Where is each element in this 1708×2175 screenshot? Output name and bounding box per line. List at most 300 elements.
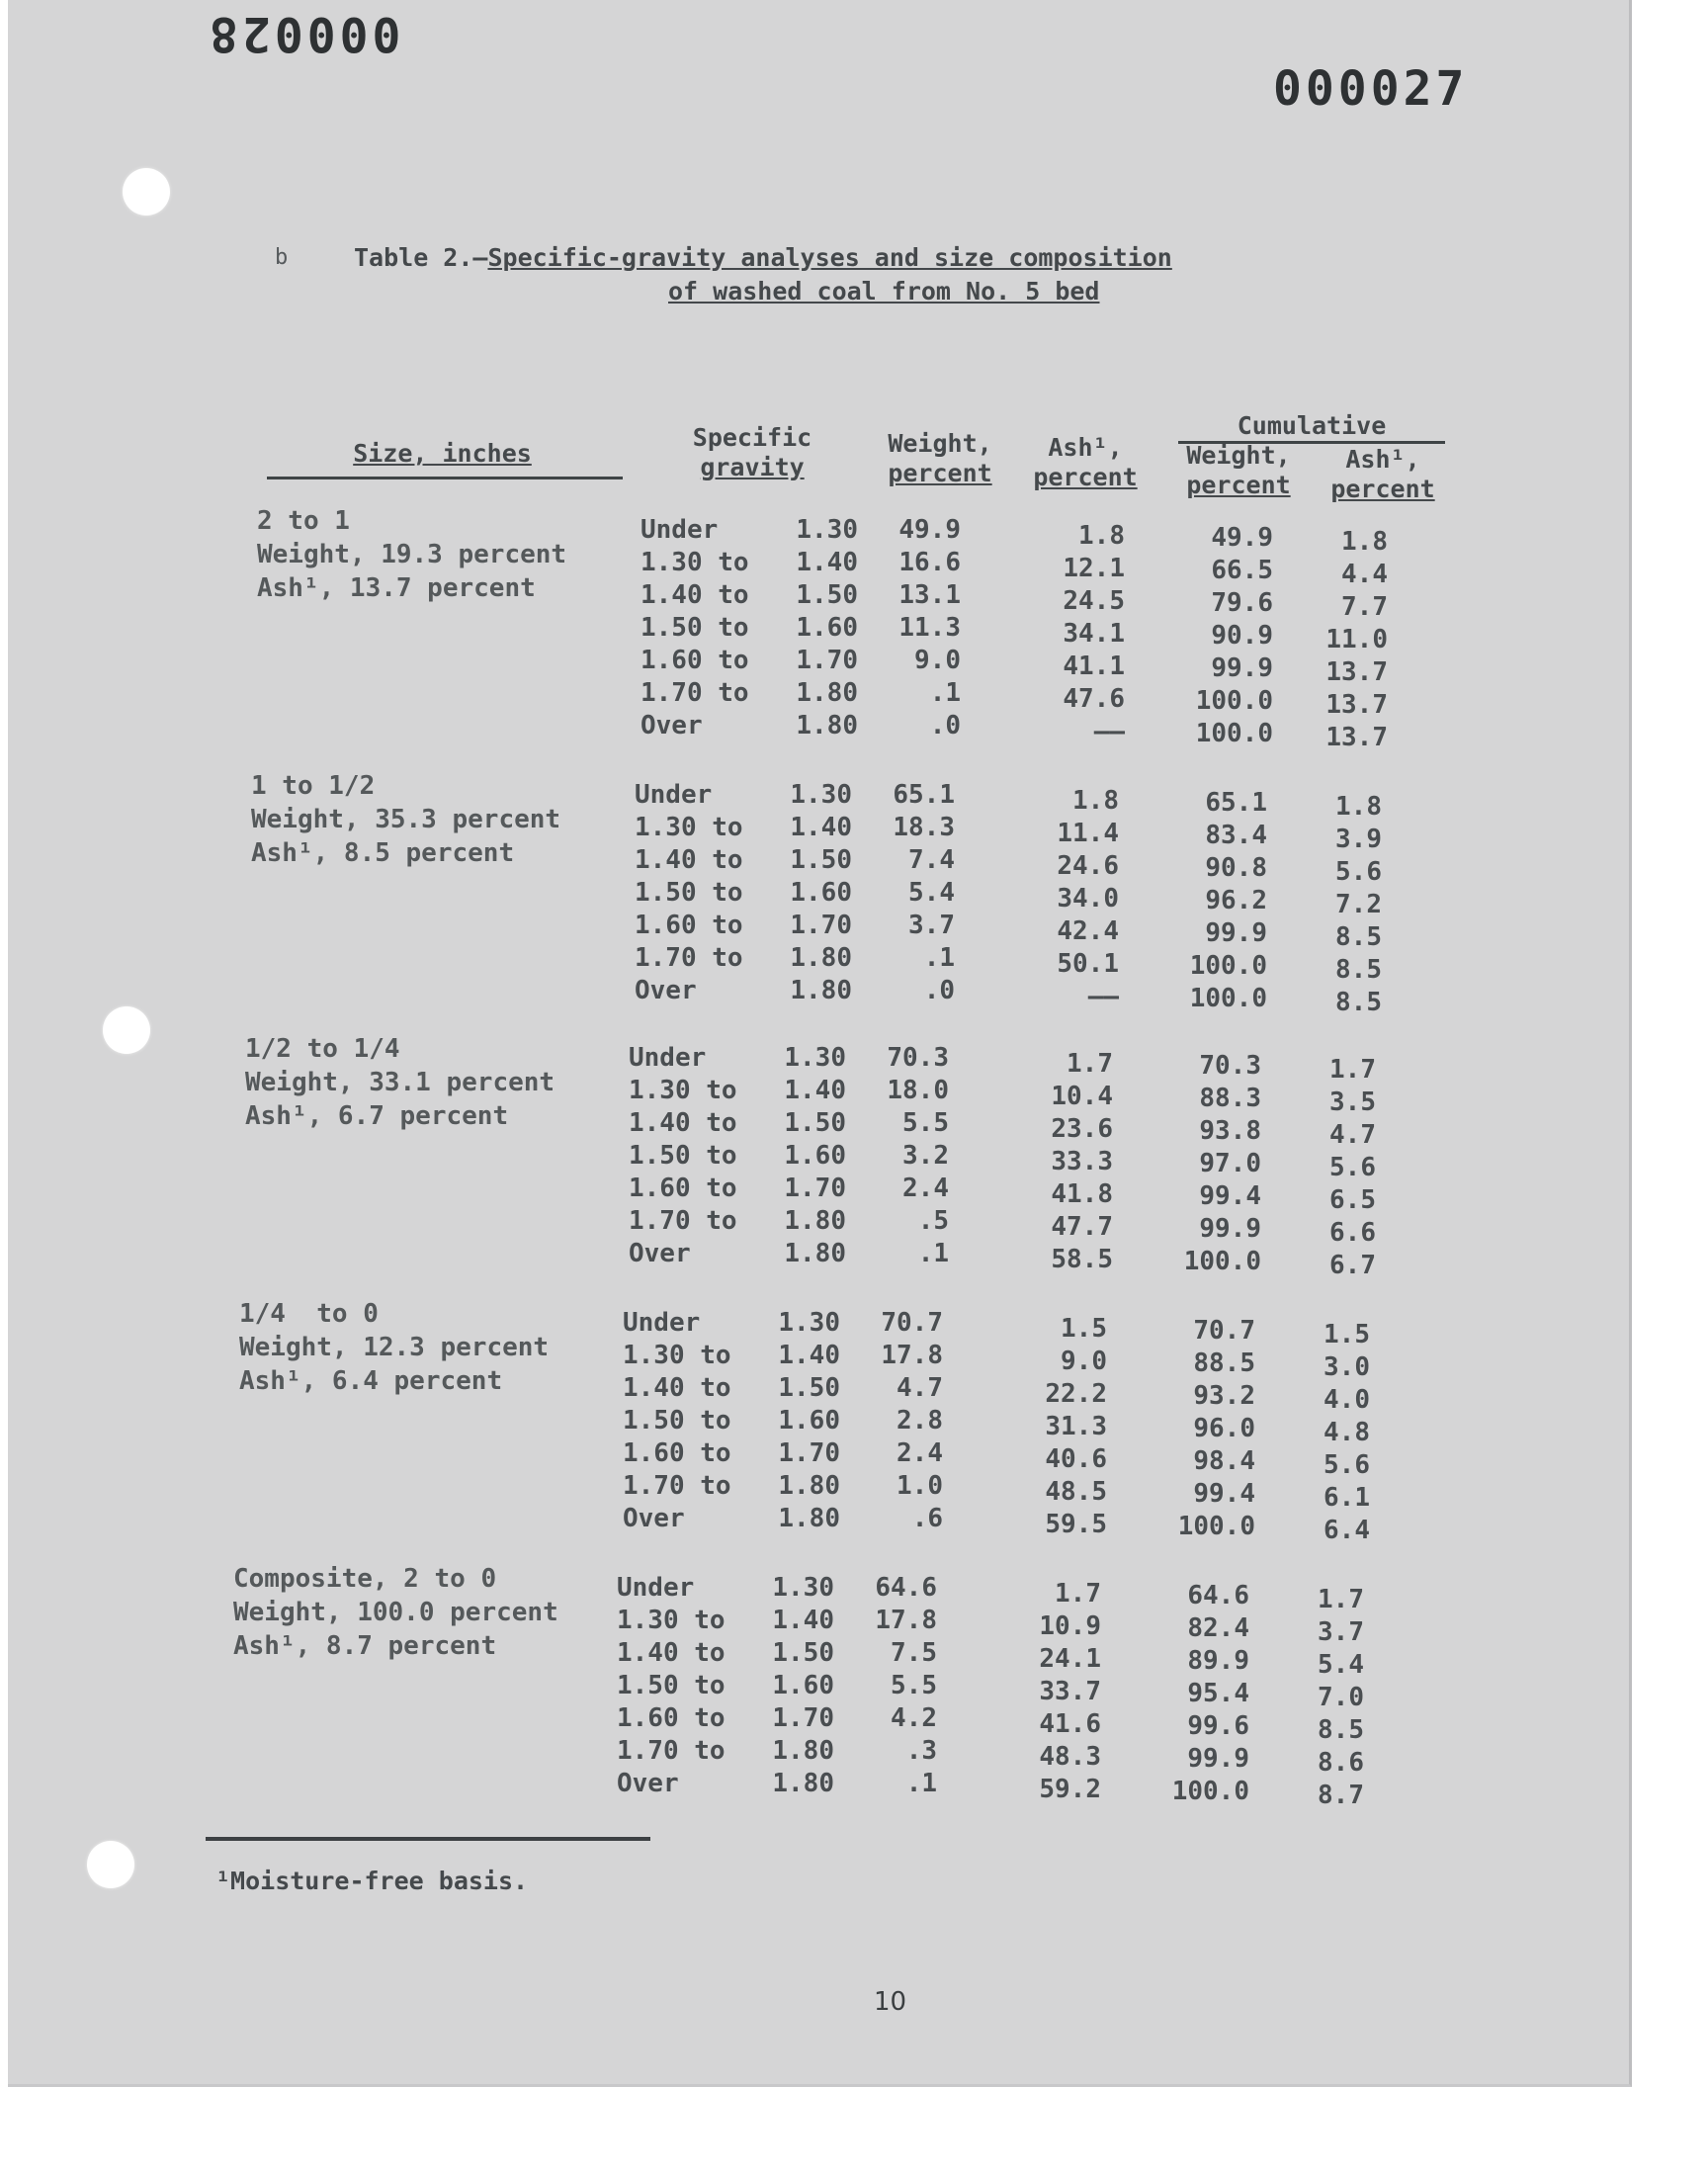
table-cell: 6.7 — [1329, 1251, 1376, 1280]
gravity-value: 1.70 — [796, 646, 858, 675]
gravity-value: 1.70 — [784, 1174, 846, 1203]
table-cell: 7.4 — [908, 845, 955, 875]
table-cell: 22.2 — [1045, 1379, 1107, 1409]
gravity-prefix: 1.70 to — [635, 943, 743, 973]
weight-column — [848, 1307, 943, 1535]
gravity-value: 1.50 — [772, 1638, 834, 1668]
gravity-cell — [623, 1503, 850, 1535]
gravity-prefix: 1.60 to — [629, 1174, 737, 1203]
gravity-value: 1.60 — [778, 1406, 840, 1436]
gravity-prefix: 1.70 to — [629, 1206, 737, 1236]
header-rule-size — [267, 477, 623, 479]
gravity-value: 1.30 — [772, 1573, 834, 1603]
ash-column — [1002, 1578, 1101, 1806]
table-cell: 4.7 — [1329, 1120, 1376, 1150]
footnote-rule — [206, 1837, 650, 1841]
gravity-cell — [617, 1768, 844, 1800]
table-cell: 100.0 — [1177, 1512, 1255, 1541]
gravity-value: 1.60 — [790, 878, 852, 908]
gravity-value: 1.50 — [784, 1108, 846, 1138]
table-cell: 3.9 — [1335, 825, 1382, 854]
gravity-prefix: 1.50 to — [617, 1671, 726, 1700]
table-cell: 41.8 — [1051, 1179, 1113, 1209]
ash-column — [1020, 785, 1119, 1013]
gravity-prefix: Under — [629, 1043, 707, 1073]
header-cumulative: Cumulative — [1237, 411, 1387, 440]
table-cell: 4.8 — [1324, 1418, 1370, 1447]
table-cell: 2.4 — [897, 1438, 943, 1468]
gravity-prefix: 1.50 to — [629, 1141, 737, 1171]
table-cell: 23.6 — [1051, 1114, 1113, 1144]
gravity-value: 1.70 — [790, 911, 852, 940]
gravity-prefix: 1.30 to — [635, 813, 743, 842]
gravity-value: 1.40 — [784, 1076, 846, 1105]
table-cell: 8.5 — [1335, 988, 1382, 1017]
table-cell: .6 — [911, 1504, 943, 1533]
group-label — [251, 769, 560, 870]
gravity-value: 1.70 — [778, 1438, 840, 1468]
table-cell: 59.2 — [1039, 1775, 1101, 1804]
gravity-prefix: 1.50 to — [623, 1406, 731, 1436]
group-label — [233, 1562, 558, 1663]
group-label-line: Weight, 35.3 percent — [251, 805, 561, 834]
gravity-prefix: 1.30 to — [640, 548, 749, 577]
table-cell: 6.5 — [1329, 1185, 1376, 1215]
table-cell: 7.0 — [1318, 1683, 1364, 1712]
table-cell: 70.7 — [881, 1308, 943, 1338]
table-cell: 24.6 — [1057, 851, 1119, 881]
group-label — [257, 504, 566, 605]
gravity-value: 1.40 — [790, 813, 852, 842]
table-cell: 70.3 — [887, 1043, 949, 1073]
table-cell: 3.7 — [908, 911, 955, 940]
table-cell: 99.9 — [1211, 653, 1273, 683]
gravity-column — [635, 779, 862, 1007]
cum-ash-column — [1307, 1054, 1376, 1282]
gravity-cell — [623, 1405, 850, 1437]
table-cell: 8.7 — [1318, 1781, 1364, 1810]
table-cell: 93.8 — [1199, 1116, 1261, 1146]
table-cell: 16.6 — [898, 548, 961, 577]
table-cell: 11.0 — [1325, 625, 1388, 654]
table-cell: 4.4 — [1341, 560, 1388, 589]
gravity-value: 1.80 — [790, 976, 852, 1005]
gravity-cell — [623, 1307, 850, 1340]
group-label — [239, 1297, 549, 1398]
table-cell: 64.6 — [1187, 1581, 1249, 1610]
table-cell: 58.5 — [1051, 1245, 1113, 1274]
table-cell: 34.0 — [1057, 884, 1119, 914]
gravity-cell — [640, 547, 868, 579]
table-cell: 3.7 — [1318, 1617, 1364, 1647]
table-cell: 99.9 — [1187, 1744, 1249, 1774]
gravity-value: 1.80 — [796, 711, 858, 740]
gravity-prefix: 1.40 to — [629, 1108, 737, 1138]
table-cell: 65.1 — [893, 780, 955, 810]
header-gravity: Specific gravity — [692, 423, 812, 481]
table-cell: 17.8 — [875, 1606, 937, 1635]
gravity-value: 1.30 — [778, 1308, 840, 1338]
gravity-value: 1.30 — [790, 780, 852, 810]
table-cell: 93.2 — [1193, 1381, 1255, 1411]
table-cell: 13.7 — [1325, 657, 1388, 687]
gravity-value: 1.80 — [790, 943, 852, 973]
table-cell: 17.8 — [881, 1341, 943, 1370]
gravity-value: 1.60 — [772, 1671, 834, 1700]
gravity-cell — [629, 1238, 856, 1270]
gravity-cell — [640, 579, 868, 612]
table-cell: 90.9 — [1211, 621, 1273, 651]
table-cell: 79.6 — [1211, 588, 1273, 618]
table-cell: 100.0 — [1195, 719, 1273, 748]
gravity-prefix: 1.60 to — [635, 911, 743, 940]
table-cell: 13.7 — [1325, 723, 1388, 752]
table-cell: 65.1 — [1205, 788, 1267, 818]
gravity-prefix: 1.40 to — [623, 1373, 731, 1403]
gravity-value: 1.60 — [796, 613, 858, 643]
table-cell: 8.5 — [1335, 922, 1382, 952]
table-cell: 100.0 — [1183, 1247, 1261, 1276]
table-cell: 97.0 — [1199, 1149, 1261, 1178]
group-label-line: 1/4 to 0 — [239, 1299, 379, 1329]
table-cell: 41.1 — [1063, 652, 1125, 681]
gravity-cell — [617, 1637, 844, 1670]
table-cell: 98.4 — [1193, 1446, 1255, 1476]
table-cell: 59.5 — [1045, 1510, 1107, 1539]
table-cell: 4.0 — [1324, 1385, 1370, 1415]
table-title-line2: of washed coal from No. 5 bed — [668, 277, 1100, 305]
table-cell: 5.4 — [908, 878, 955, 908]
table-cell: 5.6 — [1335, 857, 1382, 887]
header-cum-weight: Weight, percent — [1186, 441, 1291, 499]
table-cell: 6.6 — [1329, 1218, 1376, 1248]
table-cell: 1.8 — [1078, 521, 1125, 551]
gravity-value: 1.50 — [796, 580, 858, 610]
group-label-line: 1 to 1/2 — [251, 771, 376, 801]
table-cell: 5.5 — [902, 1108, 949, 1138]
punch-hole-bottom — [87, 1841, 134, 1888]
table-cell: 96.2 — [1205, 886, 1267, 915]
group-label-line: Ash¹, 6.4 percent — [239, 1366, 503, 1396]
table-cell: 99.4 — [1193, 1479, 1255, 1509]
weight-column — [842, 1572, 937, 1800]
table-cell: —— — [1087, 982, 1119, 1011]
weight-column — [854, 1042, 949, 1270]
table-cell: .1 — [905, 1769, 937, 1798]
cum-weight-column — [1170, 522, 1273, 750]
gravity-prefix: Over — [640, 711, 703, 740]
gravity-cell — [629, 1173, 856, 1205]
table-title-line1: Specific-gravity analyses and size composition — [487, 243, 1172, 272]
gravity-cell — [629, 1107, 856, 1140]
header-weight: Weight, percent — [888, 429, 992, 487]
gravity-prefix: 1.30 to — [629, 1076, 737, 1105]
table-cell: 99.9 — [1199, 1214, 1261, 1244]
table-cell: 83.4 — [1205, 821, 1267, 850]
table-cell: 10.9 — [1039, 1611, 1101, 1641]
gravity-prefix: 1.50 to — [635, 878, 743, 908]
gravity-cell — [635, 779, 862, 812]
table-cell: 82.4 — [1187, 1613, 1249, 1643]
gravity-prefix: 1.70 to — [623, 1471, 731, 1501]
ash-column — [1026, 520, 1125, 748]
gravity-prefix: Over — [617, 1769, 679, 1798]
table-cell: 1.8 — [1072, 786, 1119, 816]
gravity-cell — [623, 1340, 850, 1372]
table-cell: 13.7 — [1325, 690, 1388, 720]
gravity-cell — [640, 612, 868, 645]
table-cell: 5.4 — [1318, 1650, 1364, 1680]
table-cell: 7.5 — [891, 1638, 937, 1668]
gravity-value: 1.60 — [784, 1141, 846, 1171]
table-cell: 9.0 — [914, 646, 961, 675]
gravity-cell — [629, 1140, 856, 1173]
table-cell: .1 — [923, 943, 955, 973]
gravity-cell — [635, 877, 862, 910]
cum-ash-column — [1313, 791, 1382, 1019]
table-cell: 50.1 — [1057, 949, 1119, 979]
table-cell: 1.0 — [897, 1471, 943, 1501]
table-cell: 7.7 — [1341, 592, 1388, 622]
gravity-value: 1.80 — [772, 1769, 834, 1798]
table-cell: 3.0 — [1324, 1352, 1370, 1382]
gravity-cell — [617, 1702, 844, 1735]
table-cell: 11.4 — [1057, 819, 1119, 848]
gravity-cell — [623, 1437, 850, 1470]
table-cell: 12.1 — [1063, 554, 1125, 583]
table-cell: 99.9 — [1205, 918, 1267, 948]
page-stamp-top-right: 000027 — [1273, 61, 1469, 117]
table-cell: 100.0 — [1171, 1777, 1249, 1806]
cum-weight-column — [1158, 1050, 1261, 1278]
table-cell: 10.4 — [1051, 1082, 1113, 1111]
group-label-line: Ash¹, 13.7 percent — [257, 573, 536, 603]
table-cell: 47.7 — [1051, 1212, 1113, 1242]
table-cell: 88.3 — [1199, 1084, 1261, 1113]
gravity-prefix: 1.70 to — [640, 678, 749, 708]
cum-weight-column — [1147, 1580, 1249, 1808]
gravity-cell — [629, 1042, 856, 1075]
group-label-line: Weight, 19.3 percent — [257, 540, 567, 569]
cum-ash-column — [1319, 526, 1388, 754]
group-label-line: Ash¹, 8.5 percent — [251, 838, 515, 868]
gravity-prefix: Under — [640, 515, 719, 545]
table-cell: 24.1 — [1039, 1644, 1101, 1674]
gravity-cell — [617, 1735, 844, 1768]
table-cell: 70.7 — [1193, 1316, 1255, 1346]
table-cell: 33.7 — [1039, 1677, 1101, 1706]
table-cell: .3 — [905, 1736, 937, 1766]
table-cell: 9.0 — [1061, 1347, 1107, 1376]
table-cell: 33.3 — [1051, 1147, 1113, 1176]
gravity-prefix: 1.60 to — [623, 1438, 731, 1468]
gravity-cell — [617, 1670, 844, 1702]
table-title — [354, 241, 1293, 308]
gravity-cell — [640, 710, 868, 742]
table-cell: 2.4 — [902, 1174, 949, 1203]
gravity-prefix: 1.70 to — [617, 1736, 726, 1766]
table-cell: 13.1 — [898, 580, 961, 610]
gravity-value: 1.80 — [778, 1504, 840, 1533]
gravity-cell — [629, 1205, 856, 1238]
table-cell: 64.6 — [875, 1573, 937, 1603]
group-label-line: 2 to 1 — [257, 506, 350, 536]
gravity-cell — [640, 645, 868, 677]
table-title-lead: Table 2.— — [354, 243, 488, 272]
header-size: Size, inches — [353, 439, 532, 468]
gravity-value: 1.30 — [784, 1043, 846, 1073]
gravity-value: 1.50 — [778, 1373, 840, 1403]
table-cell: 1.8 — [1335, 792, 1382, 822]
gravity-cell — [635, 812, 862, 844]
punch-hole-middle — [103, 1006, 150, 1054]
gravity-value: 1.50 — [790, 845, 852, 875]
table-cell: 49.9 — [1211, 523, 1273, 553]
footnote: ¹Moisture-free basis. — [215, 1867, 529, 1895]
margin-mark: b — [275, 245, 289, 270]
gravity-value: 1.40 — [772, 1606, 834, 1635]
table-cell: 18.0 — [887, 1076, 949, 1105]
table-cell: 8.6 — [1318, 1748, 1364, 1778]
gravity-prefix: 1.40 to — [635, 845, 743, 875]
table-cell: 95.4 — [1187, 1679, 1249, 1708]
gravity-prefix: Under — [623, 1308, 701, 1338]
gravity-cell — [617, 1572, 844, 1605]
table-cell: 6.1 — [1324, 1483, 1370, 1513]
table-cell: .1 — [929, 678, 961, 708]
gravity-cell — [623, 1372, 850, 1405]
table-cell: 100.0 — [1189, 951, 1267, 981]
table-cell: 7.2 — [1335, 890, 1382, 919]
gravity-column — [629, 1042, 856, 1270]
table-cell: 100.0 — [1195, 686, 1273, 716]
table-cell: 5.6 — [1329, 1153, 1376, 1182]
table-cell: 99.4 — [1199, 1181, 1261, 1211]
gravity-prefix: Under — [617, 1573, 695, 1603]
group-label-line: Composite, 2 to 0 — [233, 1564, 497, 1594]
gravity-prefix: Over — [635, 976, 697, 1005]
gravity-cell — [635, 942, 862, 975]
gravity-cell — [623, 1470, 850, 1503]
gravity-cell — [635, 975, 862, 1007]
table-cell: 24.5 — [1063, 586, 1125, 616]
header-ash: Ash¹, percent — [1033, 433, 1138, 491]
table-cell: 6.4 — [1324, 1516, 1370, 1545]
page-number: 10 — [874, 1987, 907, 2017]
table-cell: 3.2 — [902, 1141, 949, 1171]
gravity-cell — [635, 844, 862, 877]
table-cell: .5 — [917, 1206, 949, 1236]
gravity-value: 1.80 — [784, 1239, 846, 1268]
gravity-value: 1.40 — [796, 548, 858, 577]
table-cell: .1 — [917, 1239, 949, 1268]
table-cell: 88.5 — [1193, 1348, 1255, 1378]
gravity-value: 1.80 — [784, 1206, 846, 1236]
table-cell: 18.3 — [893, 813, 955, 842]
gravity-cell — [629, 1075, 856, 1107]
table-cell: 66.5 — [1211, 556, 1273, 585]
table-cell: 90.8 — [1205, 853, 1267, 883]
table-cell: 49.9 — [898, 515, 961, 545]
gravity-prefix: 1.30 to — [617, 1606, 726, 1635]
table-cell: 1.7 — [1329, 1055, 1376, 1085]
cum-ash-column — [1295, 1584, 1364, 1812]
group-label-line: Ash¹, 8.7 percent — [233, 1631, 497, 1661]
gravity-cell — [617, 1605, 844, 1637]
gravity-value: 1.30 — [796, 515, 858, 545]
gravity-cell — [640, 514, 868, 547]
table-cell: 5.5 — [891, 1671, 937, 1700]
cum-ash-column — [1301, 1319, 1370, 1547]
table-cell: 89.9 — [1187, 1646, 1249, 1676]
table-cell: 8.5 — [1318, 1715, 1364, 1745]
table-cell: 5.6 — [1324, 1450, 1370, 1480]
table-cell: 1.8 — [1341, 527, 1388, 557]
cum-weight-column — [1153, 1315, 1255, 1543]
gravity-prefix: Over — [623, 1504, 685, 1533]
table-cell: 11.3 — [898, 613, 961, 643]
ash-column — [1008, 1313, 1107, 1541]
table-cell: 3.5 — [1329, 1088, 1376, 1117]
table-cell: —— — [1093, 717, 1125, 746]
gravity-prefix: 1.40 to — [617, 1638, 726, 1668]
table-cell: 1.7 — [1318, 1585, 1364, 1614]
page-stamp-top-left: 000028 — [206, 6, 401, 61]
group-label-line: Weight, 33.1 percent — [245, 1068, 555, 1097]
table-cell: 1.5 — [1061, 1314, 1107, 1344]
gravity-value: 1.70 — [772, 1703, 834, 1733]
table-cell: 1.7 — [1055, 1579, 1101, 1609]
table-cell: 4.7 — [897, 1373, 943, 1403]
gravity-value: 1.80 — [778, 1471, 840, 1501]
table-cell: 96.0 — [1193, 1414, 1255, 1443]
gravity-column — [623, 1307, 850, 1535]
header-cum-ash: Ash¹, percent — [1330, 445, 1435, 503]
gravity-prefix: Over — [629, 1239, 691, 1268]
table-cell: 31.3 — [1045, 1412, 1107, 1441]
table-cell: 42.4 — [1057, 916, 1119, 946]
table-cell: 48.5 — [1045, 1477, 1107, 1507]
group-label-line: Weight, 12.3 percent — [239, 1333, 550, 1362]
group-label-line: Weight, 100.0 percent — [233, 1598, 558, 1627]
cum-weight-column — [1164, 787, 1267, 1015]
gravity-column — [640, 514, 868, 742]
table-cell: 99.6 — [1187, 1711, 1249, 1741]
table-cell: 4.2 — [891, 1703, 937, 1733]
document-page — [8, 0, 1632, 2087]
gravity-value: 1.80 — [796, 678, 858, 708]
table-cell: 34.1 — [1063, 619, 1125, 649]
punch-hole-top — [123, 168, 170, 216]
table-cell: 40.6 — [1045, 1444, 1107, 1474]
table-cell: 41.6 — [1039, 1709, 1101, 1739]
weight-column — [860, 779, 955, 1007]
group-label-line: Ash¹, 6.7 percent — [245, 1101, 509, 1131]
table-cell: 48.3 — [1039, 1742, 1101, 1772]
table-cell: 1.7 — [1067, 1049, 1113, 1079]
table-cell: 8.5 — [1335, 955, 1382, 985]
table-cell: .0 — [923, 976, 955, 1005]
group-label-line: 1/2 to 1/4 — [245, 1034, 400, 1064]
gravity-column — [617, 1572, 844, 1800]
group-label — [245, 1032, 555, 1133]
gravity-prefix: 1.60 to — [640, 646, 749, 675]
gravity-value: 1.80 — [772, 1736, 834, 1766]
gravity-prefix: 1.40 to — [640, 580, 749, 610]
table-cell: 47.6 — [1063, 684, 1125, 714]
table-cell: 70.3 — [1199, 1051, 1261, 1081]
table-cell: 1.5 — [1324, 1320, 1370, 1349]
